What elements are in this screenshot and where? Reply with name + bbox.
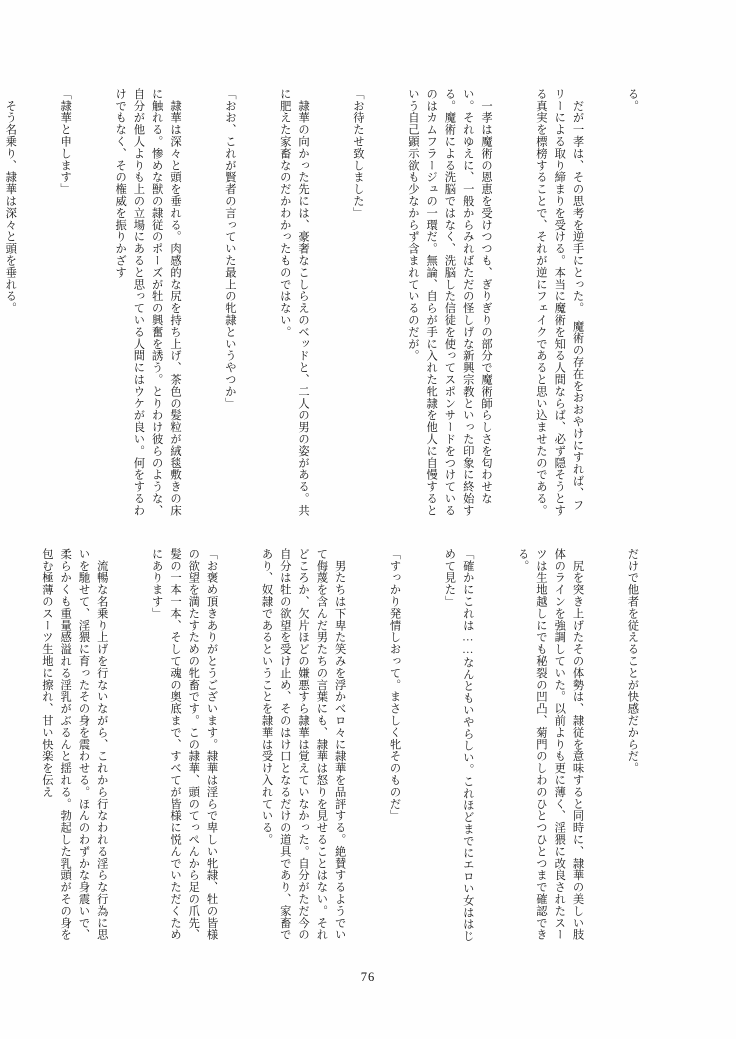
paragraph: 「お褒め頂きありがとうございます。隷華は淫らで卑しい牝隷、牡の皆様の欲望を満たすための牝畜です。この隷華、頭のてっぺんから足の爪先、髪の一本一本、そして魂の奥底まで、すべてが皆様に悦んでいただくためにあります」 (150, 548, 218, 941)
paragraph: 「おお、これが賢者の言っていた最上の牝隷というやつか」 (223, 88, 236, 410)
body-text-lower (1, 548, 678, 948)
page-number: 76 (360, 970, 376, 984)
paragraph: 「すっかり発情しおって。まさしく牝そのものだ」 (388, 548, 401, 822)
paragraph: 「確かにこれは……なんともいやらしい。これほどまでにエロい女ははじめて見た」 (443, 548, 474, 943)
paragraph: 隷華は深々と頭を垂れる。肉感的な尻を持ち上げ、茶色の髪粒が絨毯敷きの床に触れる。惨めな獣の隷従のポーズが牡の興奮を誘う。とりわけ彼らのような、自分が他人よりも上の立場にあると思っている人間にはウケが良い。何をするわけでもなく、その権威を振りかざす (114, 88, 181, 517)
paragraph: る。 (626, 88, 639, 112)
paragraph: だが一孝は、その思考を逆手にとった。 魔術の存在をおおやけにすれば、フリーによる取り締まりを受ける。本当に魔術を知る人間ならば、必ず隠そうとする真実を標榜することで、それが逆にフェイクであると思い込ませたのである。 (534, 88, 584, 517)
paragraph: 隷華の向かった先には、豪奢なこしらえのベッドと、二人の男の姿がある。共に肥えた家畜なのだかわかったものではない。 (278, 88, 310, 517)
paragraph: 流暢な名乗り上げを行ないながら、これから行なわれる淫らな行為に思いを馳せて、淫猥に育ったその身を震わせる。ほんのわずかな身震いで、柔らかくも重量感溢れる淫乳がぶるんと揺れる。勃起した乳頭がその身を包む極薄のスーツ生地に擦れ、甘い快楽を伝え (40, 548, 108, 941)
body-text-upper (0, 88, 678, 518)
paragraph: 「隷華と申します」 (59, 88, 72, 196)
paragraph: 「お待たせ致しました」 (351, 88, 364, 219)
paragraph: だけで他者を従えることが快感だからだ。 (626, 548, 639, 775)
paragraph: 一孝は魔術の恩恵を受けつつも、ぎりぎりの部分で魔術師らしさを匂わせない。それゆえに、一般からみればただの怪しげな新興宗教といった印象に終始する。魔術による洗脳ではなく、洗脳した信徒を使ってスポンサードをつけているのはカムフラージュの一環だ。無論、自らが手に入れた牝隷を他人に自慢するという自己顕示欲も少なからず含まれているのだが。 (406, 88, 493, 517)
paragraph: 尻を突き上げたその体勢は、隷従を意味すると同時に、隷華の美しい肢体のラインを強調していた。以前よりも更に薄く、淫猥に改良されたスーツは生地越しにでも秘裂の凹凸、菊門のしわのひとつひとつまで確認できる。 (516, 548, 584, 941)
paragraph: そう名乗り、隷華は深々と頭を垂れる。 (4, 88, 17, 315)
paragraph: 男たちは下卑た笑みを浮かべロ々に隷華を品評する。絶賛するようでいて侮蔑を含んだ男たちの言葉にも、隷華は怒りを見せることはない。それどころか、欠片ほどの嫌悪すら隷華は覚えていなかった。自分がただ今の自分は牡の欲望を受け止め、そのはけ口となるだけの道具であり、家畜であり、奴隷であるということを隷華は受け入れている。 (260, 548, 346, 941)
